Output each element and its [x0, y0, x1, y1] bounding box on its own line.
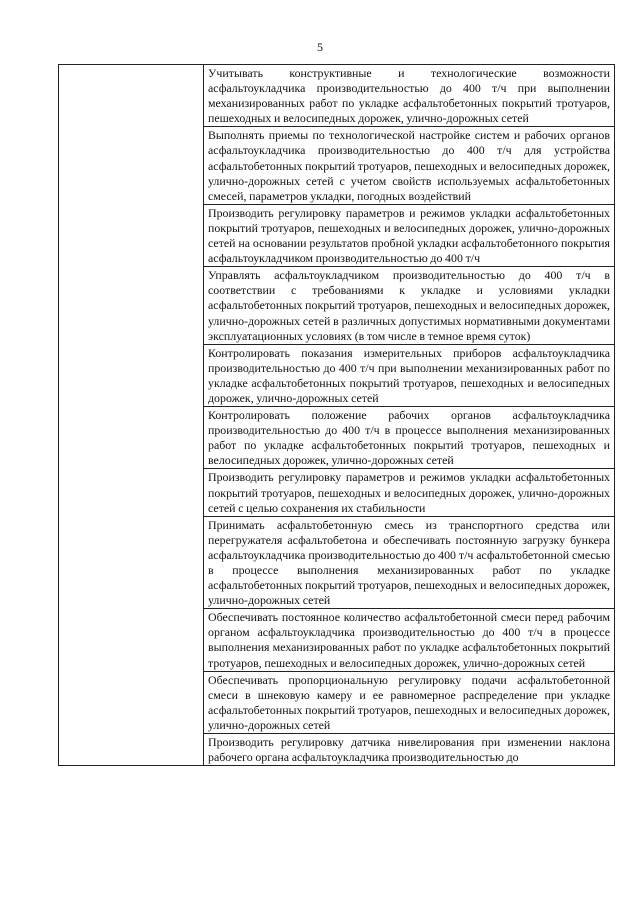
- empty-left-cell: [59, 65, 204, 766]
- skill-text: Контролировать показания измерительных приборов асфальтоукладчика производительностью до 400 т/ч при выполнении механизированных работ по укладке асфальтобетонных покрытий тротуаров, пешеходных и велосипедных дорожек, улично-дорожных сетей: [208, 345, 610, 405]
- skill-text: Производить регулировку параметров и режимов укладки асфальтобетонных покрытий тротуаров, пешеходных и велосипедных дорожек, улично-дорожных сетей на основании результатов пробной укладки асфальтобетонного покрытия асфальтоукладчиком производительностью до 400 т/ч: [208, 205, 610, 266]
- skill-cell: [204, 516, 615, 609]
- skill-text: Управлять асфальтоукладчиком производительностью до 400 т/ч в соответствии с требованиями к укладке и условиями укладки асфальтобетонных покрытий тротуаров, пешеходных и велосипедных дорожек, улично-дорожных сетей в различных допустимых нормативными документами эксплуатационных условиях (в том числе в темное время суток): [208, 268, 610, 343]
- skill-cell: [204, 469, 615, 516]
- skill-text: Обеспечивать пропорциональную регулировку подачи асфальтобетонной смеси в шнековую камеру и ее равномерное распределение при укладке асфальтобетонных покрытий тротуаров, пешеходных и велосипедных дорожек, улично-дорожных сетей: [208, 672, 610, 732]
- skill-cell: [204, 734, 615, 766]
- page-number: 5: [317, 40, 323, 54]
- skill-text: Обеспечивать постоянное количество асфальтобетонной смеси перед рабочим органом асфальтоукладчика производительностью до 400 т/ч в процессе выполнения механизированных работ по укладке асфальтобетонных покрытий тротуаров, пешеходных и велосипедных дорожек, улично-дорожных сетей: [208, 610, 610, 670]
- skill-cell: [204, 609, 615, 671]
- skill-cell: [204, 671, 615, 733]
- skills-table: [58, 64, 615, 766]
- skill-cell: [204, 407, 615, 469]
- skills-table-body: [59, 65, 615, 766]
- skill-text: Контролировать положение рабочих органов асфальтоукладчика производительностью до 400 т/ч в процессе выполнения механизированных работ по укладке асфальтобетонных покрытий тротуаров, пешеходных и велосипедных дорожек, улично-дорожных сетей: [208, 408, 610, 468]
- skill-cell: [204, 204, 615, 266]
- skill-text: Производить регулировку параметров и режимов укладки асфальтобетонных покрытий тротуаров, пешеходных и велосипедных дорожек, улично-дорожных сетей с целью сохранения их стабильности: [208, 470, 610, 515]
- skill-cell: [204, 344, 615, 406]
- skill-text: Выполнять приемы по технологической настройке систем и рабочих органов асфальтоукладчика производительностью до 400 т/ч для устройства асфальтобетонных покрытий тротуаров, пешеходных и велосипедных дорожек, улично-дорожных сетей с учетом свойств используемых асфальтобетонных смесей, параметров укладки, погодных воздействий: [208, 128, 610, 203]
- skill-text: Производить регулировку датчика нивелирования при изменении наклона рабочего органа асфальтоукладчика производительностью до: [208, 735, 610, 765]
- table-row: [59, 65, 615, 127]
- skill-text: Учитывать конструктивные и технологические возможности асфальтоукладчика производительностью до 400 т/ч при выполнении механизированных работ по укладке асфальтобетонных покрытий тротуаров, пешеходных и велосипедных дорожек, улично-дорожных сетей: [208, 66, 610, 126]
- skill-cell: [204, 127, 615, 204]
- skill-cell: [204, 267, 615, 344]
- skill-text: Принимать асфальтобетонную смесь из транспортного средства или перегружателя асфальтобетона и обеспечивать постоянную загрузку бункера асфальтоукладчика производительностью до 400 т/ч асфальтобетонной смесью в процессе выполнения механизированных работ по укладке асфальтобетонных покрытий тротуаров, пешеходных и велосипедных дорожек, улично-дорожных сетей: [208, 517, 610, 608]
- skill-cell: [204, 65, 615, 127]
